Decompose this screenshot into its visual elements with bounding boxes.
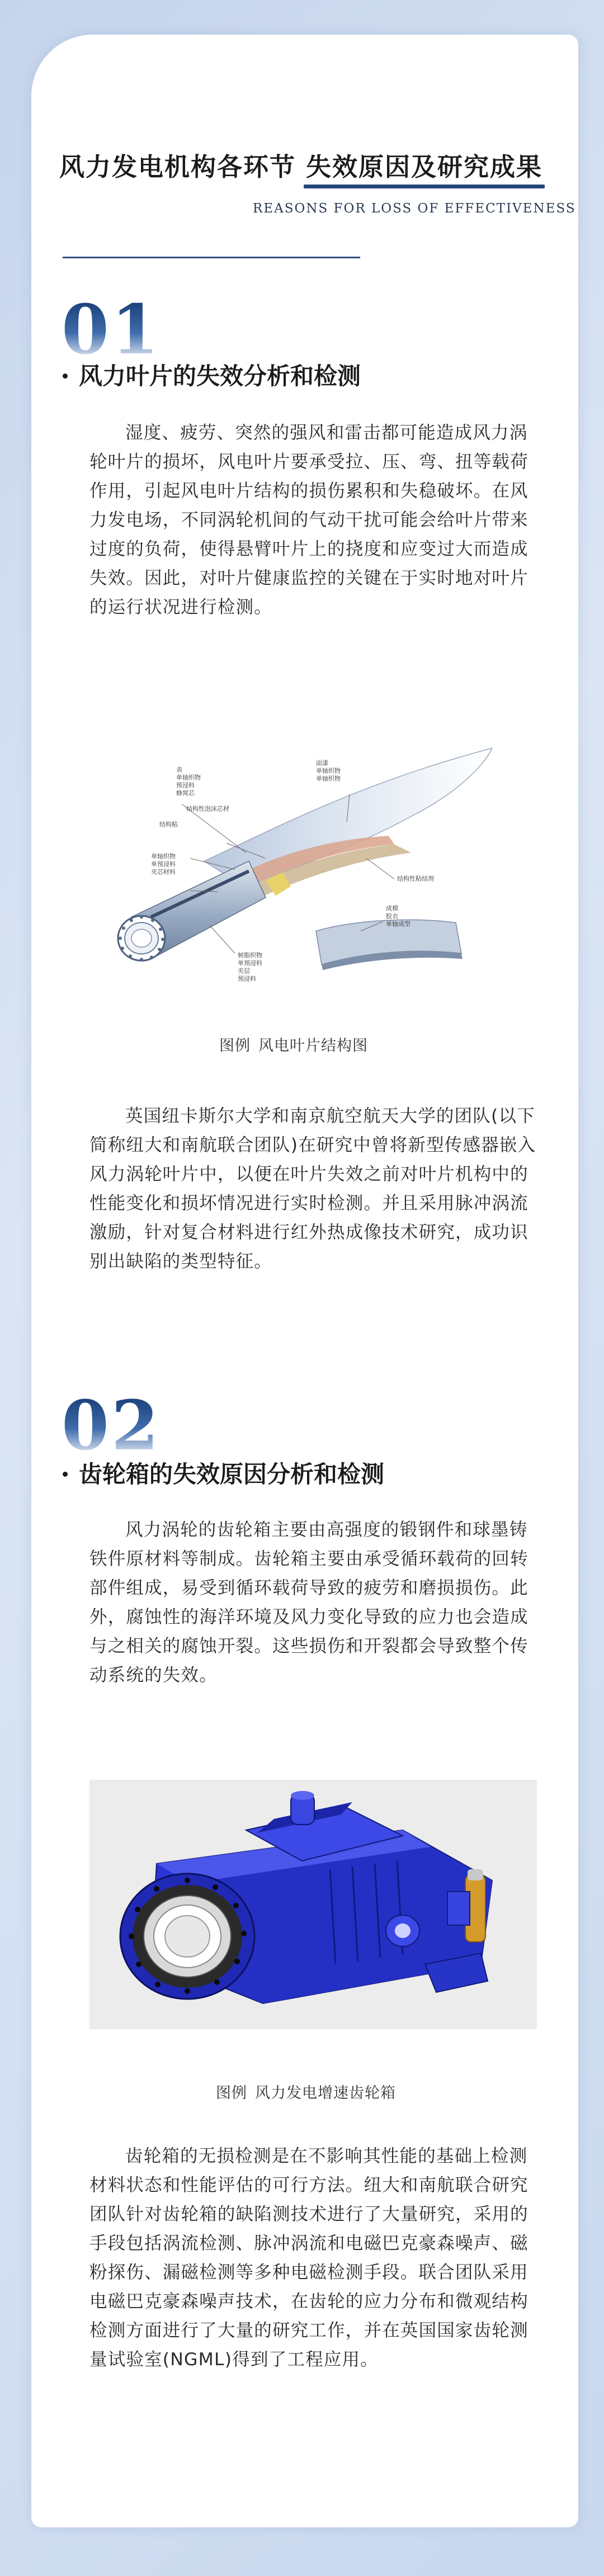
- blade-label-5: 面漆单轴织物单轴织物: [316, 759, 341, 782]
- blade-label-3: 结构粘: [159, 821, 178, 828]
- figure-caption-1: [219, 1033, 368, 1055]
- title-part1: 风力发电机构各环节: [59, 152, 296, 182]
- caption-prefix: 图例: [216, 2085, 247, 2102]
- caption-text: 风力发电增速齿轮箱: [255, 2085, 396, 2102]
- blade-label-6: 树脂织物单预浸料夹层预浸料: [238, 952, 262, 982]
- section-02-paragraph-1: 风力涡轮的齿轮箱主要由高强度的锻钢件和球墨铸铁件原材料等制成。齿轮箱主要由承受循环载荷的回转部件组成，易受到循环载荷导致的疲劳和磨损损伤。此外，腐蚀性的海洋环境及风力变化导致的应力也会造成与之相关的腐蚀开裂。这些损伤和开裂都会导致整个传动系统的失效。: [89, 1520, 528, 1685]
- page-title: [59, 146, 542, 183]
- section-title-02-text: 齿轮箱的失效原因分析和检测: [79, 1460, 385, 1488]
- blade-label-2: 结构性泡沫芯材: [186, 805, 229, 812]
- section-number-01: 01: [62, 289, 161, 370]
- blade-label-4: 单轴织物单预浸料夹芯材料: [151, 853, 176, 876]
- bullet-dot: [63, 1472, 68, 1477]
- blade-label-7: 结构性粘结剂: [397, 875, 434, 882]
- title-part2-highlight: 失效原因及研究成果: [306, 152, 543, 182]
- gearbox-figure: [89, 1780, 537, 2029]
- figure-caption-2: [216, 2081, 396, 2102]
- blade-label-8: 成模胶衣单轴成型: [386, 905, 410, 928]
- blade-structure-figure: [98, 732, 501, 1001]
- section-title-02: [63, 1456, 384, 1490]
- section-01-paragraph-2: 英国纽卡斯尔大学和南京航空航天大学的团队(以下简称纽大和南航联合团队)在研究中曾将新型传感器嵌入风力涡轮叶片中，以便在叶片失效之前对叶片机构中的性能变化和损坏情况进行实时检测。并且采用脉冲涡流激励，针对复合材料进行红外热成像技术研究，成功识别出缺陷的类型特征。: [89, 1106, 536, 1272]
- blade-label-1: 表单轴织物预浸料蜂窝芯: [176, 766, 201, 797]
- section-number-02: 02: [62, 1385, 161, 1466]
- bullet-dot: [63, 374, 68, 379]
- caption-prefix: 图例: [219, 1037, 251, 1055]
- section-title-01-text: 风力叶片的失效分析和检测: [79, 362, 361, 390]
- header-divider: [63, 257, 360, 258]
- caption-text: 风电叶片结构图: [258, 1037, 368, 1055]
- page-subtitle-en: REASONS FOR LOSS OF EFFECTIVENESS: [253, 201, 576, 216]
- section-title-01: [63, 358, 361, 391]
- section-02-paragraph-2: 齿轮箱的无损检测是在不影响其性能的基础上检测材料状态和性能评估的可行方法。纽大和南航联合研究团队针对齿轮箱的缺陷测技术进行了大量研究，采用的手段包括涡流检测、脉冲涡流和电磁巴克豪森噪声、磁粉探伤、漏磁检测等多种电磁检测手段。联合团队采用电磁巴克豪森噪声技术，在齿轮的应力分布和微观结构检测方面进行了大量的研究工作，并在英国国家齿轮测量试验室(NGML)得到了工程应用。: [89, 2146, 528, 2370]
- section-01-paragraph-1: 湿度、疲劳、突然的强风和雷击都可能造成风力涡轮叶片的损坏，风电叶片要承受拉、压、弯、扭等载荷作用，引起风电叶片结构的损伤累积和失稳破坏。在风力发电场，不同涡轮机间的气动干扰可能会给叶片带来过度的负荷，使得悬臂叶片上的挠度和应变过大而造成失效。因此，对叶片健康监控的关键在于实时地对叶片的运行状况进行检测。: [89, 423, 528, 617]
